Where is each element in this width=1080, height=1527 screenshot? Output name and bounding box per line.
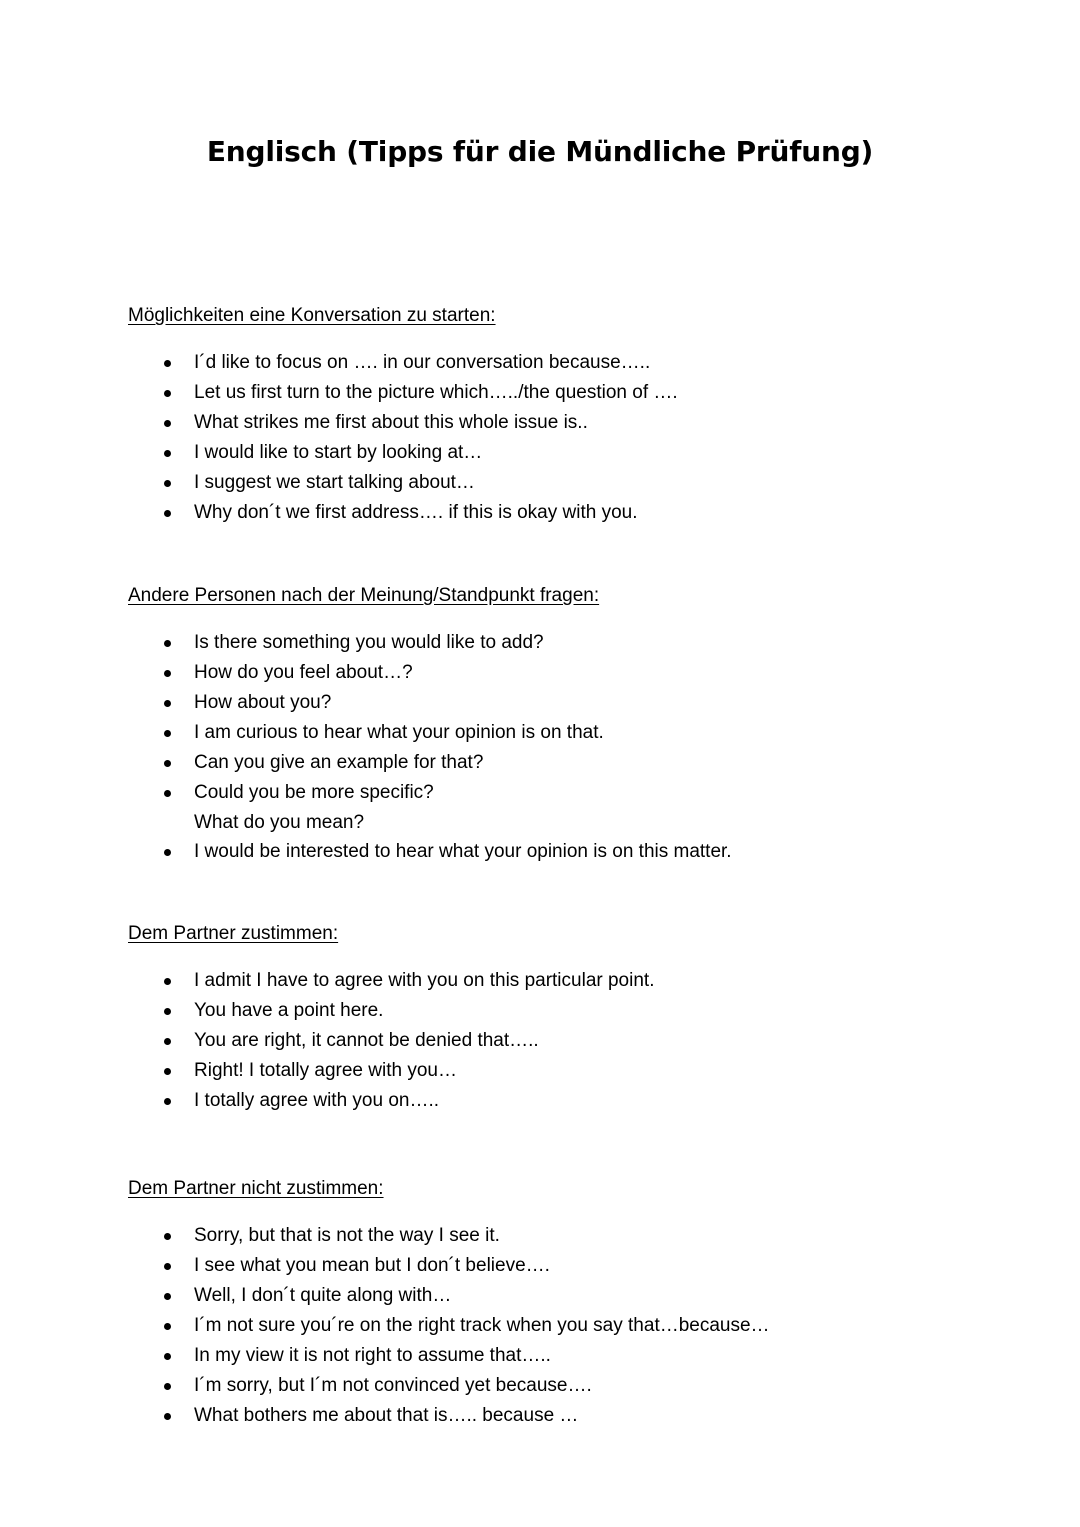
list-item [128,1221,1028,1251]
list-item [128,1311,1028,1341]
bullet-icon [164,1263,171,1270]
bullet-icon [164,790,171,797]
list-item-text: I´d like to focus on …. in our conversation because….. [194,352,651,373]
section-disagree [128,1177,1028,1431]
list-item-text: In my view it is not right to assume that….. [194,1345,551,1366]
phrase-list [128,1221,1028,1431]
list-item-text: You have a point here. [194,1000,384,1021]
phrase-list [128,966,1028,1116]
list-item [128,996,1028,1026]
list-item [128,348,1028,378]
list-item-text: Is there something you would like to add? [194,632,544,653]
bullet-icon [164,1068,171,1075]
list-item [128,498,1028,528]
list-item-text: Well, I don´t quite along with… [194,1285,452,1306]
list-item [128,1026,1028,1056]
list-item-text: I would be interested to hear what your opinion is on this matter. [194,841,732,862]
bullet-icon [164,1413,171,1420]
bullet-icon [164,420,171,427]
list-item [128,378,1028,408]
list-item [128,1341,1028,1371]
list-item [128,966,1028,996]
section-heading: Dem Partner nicht zustimmen: [128,1178,384,1199]
section-heading: Möglichkeiten eine Konversation zu starten: [128,305,496,326]
list-item-text: I see what you mean but I don´t believe…. [194,1255,550,1276]
bullet-icon [164,1233,171,1240]
list-item-text: What bothers me about that is….. because … [194,1405,579,1426]
bullet-icon [164,1383,171,1390]
list-item [128,1251,1028,1281]
list-item-text: I´m sorry, but I´m not convinced yet because…. [194,1375,592,1396]
list-item [128,778,1028,808]
list-item-text: Why don´t we first address…. if this is okay with you. [194,502,638,523]
bullet-icon [164,390,171,397]
list-item-text: I totally agree with you on….. [194,1090,440,1111]
list-item [128,748,1028,778]
bullet-icon [164,1323,171,1330]
list-item [128,1281,1028,1311]
list-item [128,628,1028,658]
list-item-continuation [128,808,1028,837]
list-item-text: What strikes me first about this whole issue is.. [194,412,588,433]
list-item-text: How about you? [194,692,332,713]
list-item-text: Could you be more specific? [194,782,434,803]
list-item [128,688,1028,718]
list-item [128,468,1028,498]
list-item-text: How do you feel about…? [194,662,413,683]
bullet-icon [164,670,171,677]
list-item [128,1401,1028,1431]
phrase-list [128,628,1028,867]
list-item [128,438,1028,468]
bullet-icon [164,450,171,457]
list-item-text: I am curious to hear what your opinion is on that. [194,722,604,743]
list-item [128,408,1028,438]
bullet-icon [164,360,171,367]
section-agree [128,922,1028,1116]
bullet-icon [164,1353,171,1360]
list-item-text: Right! I totally agree with you… [194,1060,457,1081]
list-item-text: I suggest we start talking about… [194,472,475,493]
list-item [128,658,1028,688]
list-item-text: Let us first turn to the picture which…../the question of …. [194,382,678,403]
bullet-icon [164,760,171,767]
bullet-icon [164,978,171,985]
phrase-list [128,348,1028,528]
section-conversation-start [128,304,1028,528]
list-item-text: I admit I have to agree with you on this particular point. [194,970,655,991]
list-item-text: I would like to start by looking at… [194,442,483,463]
list-item [128,837,1028,867]
bullet-icon [164,480,171,487]
list-item-text: What do you mean? [194,812,365,833]
bullet-icon [164,1008,171,1015]
bullet-icon [164,510,171,517]
section-heading: Andere Personen nach der Meinung/Standpunkt fragen: [128,585,600,606]
bullet-icon [164,700,171,707]
bullet-icon [164,849,171,856]
bullet-icon [164,730,171,737]
list-item [128,1086,1028,1116]
section-heading: Dem Partner zustimmen: [128,923,339,944]
bullet-icon [164,1038,171,1045]
list-item-text: Can you give an example for that? [194,752,484,773]
bullet-icon [164,640,171,647]
list-item [128,1056,1028,1086]
page-title: Englisch (Tipps für die Mündliche Prüfung) [206,135,874,168]
bullet-icon [164,1098,171,1105]
list-item [128,1371,1028,1401]
list-item-text: Sorry, but that is not the way I see it. [194,1225,500,1246]
list-item-text: I´m not sure you´re on the right track when you say that…because… [194,1315,770,1336]
list-item-text: You are right, it cannot be denied that….. [194,1030,539,1051]
list-item [128,718,1028,748]
bullet-icon [164,1293,171,1300]
section-ask-opinion [128,584,1028,867]
